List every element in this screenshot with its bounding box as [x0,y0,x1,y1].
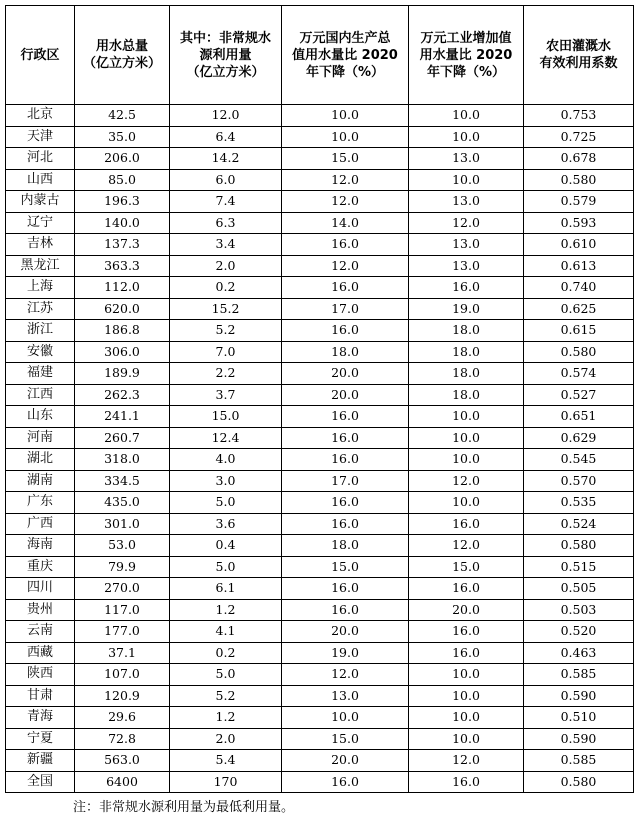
column-header-line: 年下降（%） [305,64,385,80]
cell-unconventional-water-use: 1.2 [170,707,282,729]
cell-industrial-water-intensity-decline: 13.0 [409,191,524,213]
cell-unconventional-water-use: 6.4 [170,126,282,148]
cell-gdp-water-intensity-decline: 16.0 [282,578,409,600]
table-row [6,341,634,363]
cell-total-water-use: 260.7 [75,427,170,449]
table-row [6,384,634,406]
table-row [6,363,634,385]
cell-region: 内蒙古 [6,191,75,213]
cell-total-water-use: 85.0 [75,169,170,191]
cell-industrial-water-intensity-decline: 10.0 [409,126,524,148]
cell-unconventional-water-use: 2.0 [170,255,282,277]
cell-irrigation-efficiency-coefficient: 0.740 [524,277,634,299]
cell-total-water-use: 262.3 [75,384,170,406]
table-row [6,298,634,320]
table-row [6,126,634,148]
cell-total-water-use: 563.0 [75,750,170,772]
cell-gdp-water-intensity-decline: 13.0 [282,685,409,707]
cell-irrigation-efficiency-coefficient: 0.524 [524,513,634,535]
cell-unconventional-water-use: 5.2 [170,685,282,707]
table-row [6,492,634,514]
cell-unconventional-water-use: 2.0 [170,728,282,750]
table-row [6,169,634,191]
cell-unconventional-water-use: 3.7 [170,384,282,406]
cell-irrigation-efficiency-coefficient: 0.753 [524,105,634,127]
column-header-line: （亿立方米） [186,64,265,80]
cell-region: 湖南 [6,470,75,492]
cell-region: 陕西 [6,664,75,686]
cell-total-water-use: 112.0 [75,277,170,299]
cell-irrigation-efficiency-coefficient: 0.503 [524,599,634,621]
cell-total-water-use: 117.0 [75,599,170,621]
cell-industrial-water-intensity-decline: 12.0 [409,470,524,492]
cell-industrial-water-intensity-decline: 18.0 [409,384,524,406]
table-row [6,642,634,664]
cell-unconventional-water-use: 7.4 [170,191,282,213]
cell-region: 新疆 [6,750,75,772]
cell-region: 黑龙江 [6,255,75,277]
cell-region: 海南 [6,535,75,557]
cell-industrial-water-intensity-decline: 18.0 [409,320,524,342]
table-row [6,728,634,750]
cell-industrial-water-intensity-decline: 10.0 [409,449,524,471]
cell-gdp-water-intensity-decline: 16.0 [282,492,409,514]
cell-industrial-water-intensity-decline: 19.0 [409,298,524,320]
cell-unconventional-water-use: 170 [170,771,282,793]
cell-irrigation-efficiency-coefficient: 0.613 [524,255,634,277]
column-header-gdp-water-intensity-decline [282,6,409,105]
cell-industrial-water-intensity-decline: 10.0 [409,169,524,191]
cell-region: 宁夏 [6,728,75,750]
cell-total-water-use: 270.0 [75,578,170,600]
column-header-line: 年下降（%） [426,64,506,80]
cell-total-water-use: 189.9 [75,363,170,385]
cell-total-water-use: 301.0 [75,513,170,535]
cell-irrigation-efficiency-coefficient: 0.610 [524,234,634,256]
cell-total-water-use: 334.5 [75,470,170,492]
cell-region: 重庆 [6,556,75,578]
cell-irrigation-efficiency-coefficient: 0.505 [524,578,634,600]
cell-gdp-water-intensity-decline: 16.0 [282,427,409,449]
column-header-line: 有效利用系数 [539,56,618,71]
cell-irrigation-efficiency-coefficient: 0.527 [524,384,634,406]
cell-region: 全国 [6,771,75,793]
cell-region: 贵州 [6,599,75,621]
table-row [6,750,634,772]
cell-gdp-water-intensity-decline: 20.0 [282,384,409,406]
cell-gdp-water-intensity-decline: 15.0 [282,148,409,170]
cell-gdp-water-intensity-decline: 20.0 [282,750,409,772]
cell-region: 福建 [6,363,75,385]
cell-irrigation-efficiency-coefficient: 0.678 [524,148,634,170]
cell-total-water-use: 79.9 [75,556,170,578]
cell-region: 广西 [6,513,75,535]
cell-unconventional-water-use: 6.1 [170,578,282,600]
cell-region: 吉林 [6,234,75,256]
cell-unconventional-water-use: 5.0 [170,664,282,686]
cell-irrigation-efficiency-coefficient: 0.651 [524,406,634,428]
column-header-line: 用水总量 [95,39,148,54]
table-row [6,234,634,256]
column-header-line: 万元国内生产总 [299,30,391,46]
cell-unconventional-water-use: 5.4 [170,750,282,772]
cell-total-water-use: 363.3 [75,255,170,277]
cell-unconventional-water-use: 2.2 [170,363,282,385]
cell-region: 广东 [6,492,75,514]
cell-region: 河南 [6,427,75,449]
column-header-line: 万元工业增加值 [420,30,512,46]
cell-unconventional-water-use: 12.4 [170,427,282,449]
column-header-region [6,6,75,105]
cell-total-water-use: 72.8 [75,728,170,750]
cell-region: 上海 [6,277,75,299]
cell-unconventional-water-use: 5.2 [170,320,282,342]
cell-region: 江西 [6,384,75,406]
cell-total-water-use: 177.0 [75,621,170,643]
column-header-industrial-water-intensity-decline [409,6,524,105]
column-header-line: 农田灌溉水 [545,39,611,54]
cell-total-water-use: 620.0 [75,298,170,320]
table-row [6,599,634,621]
cell-irrigation-efficiency-coefficient: 0.515 [524,556,634,578]
table-row [6,621,634,643]
cell-industrial-water-intensity-decline: 10.0 [409,427,524,449]
cell-total-water-use: 241.1 [75,406,170,428]
cell-total-water-use: 29.6 [75,707,170,729]
column-header-unconventional-water-use [170,6,282,105]
cell-unconventional-water-use: 5.0 [170,492,282,514]
cell-gdp-water-intensity-decline: 16.0 [282,277,409,299]
cell-unconventional-water-use: 4.1 [170,621,282,643]
table-row [6,513,634,535]
cell-region: 西藏 [6,642,75,664]
cell-irrigation-efficiency-coefficient: 0.629 [524,427,634,449]
cell-region: 山西 [6,169,75,191]
cell-region: 北京 [6,105,75,127]
cell-irrigation-efficiency-coefficient: 0.463 [524,642,634,664]
cell-gdp-water-intensity-decline: 15.0 [282,728,409,750]
table-header-row [6,6,634,105]
cell-gdp-water-intensity-decline: 18.0 [282,535,409,557]
cell-total-water-use: 120.9 [75,685,170,707]
table-row [6,535,634,557]
cell-irrigation-efficiency-coefficient: 0.535 [524,492,634,514]
cell-unconventional-water-use: 6.0 [170,169,282,191]
cell-irrigation-efficiency-coefficient: 0.510 [524,707,634,729]
cell-region: 江苏 [6,298,75,320]
cell-unconventional-water-use: 0.2 [170,277,282,299]
table-row [6,191,634,213]
cell-industrial-water-intensity-decline: 13.0 [409,255,524,277]
cell-total-water-use: 37.1 [75,642,170,664]
cell-industrial-water-intensity-decline: 16.0 [409,642,524,664]
cell-total-water-use: 186.8 [75,320,170,342]
cell-unconventional-water-use: 15.2 [170,298,282,320]
cell-irrigation-efficiency-coefficient: 0.580 [524,169,634,191]
cell-total-water-use: 318.0 [75,449,170,471]
cell-gdp-water-intensity-decline: 17.0 [282,470,409,492]
cell-irrigation-efficiency-coefficient: 0.574 [524,363,634,385]
cell-gdp-water-intensity-decline: 16.0 [282,234,409,256]
table-row [6,277,634,299]
table-row [6,148,634,170]
cell-industrial-water-intensity-decline: 16.0 [409,277,524,299]
cell-irrigation-efficiency-coefficient: 0.545 [524,449,634,471]
cell-total-water-use: 35.0 [75,126,170,148]
cell-industrial-water-intensity-decline: 10.0 [409,105,524,127]
cell-gdp-water-intensity-decline: 10.0 [282,126,409,148]
cell-region: 辽宁 [6,212,75,234]
cell-gdp-water-intensity-decline: 12.0 [282,664,409,686]
column-header-irrigation-efficiency-coefficient [524,6,634,105]
cell-gdp-water-intensity-decline: 12.0 [282,169,409,191]
cell-irrigation-efficiency-coefficient: 0.593 [524,212,634,234]
column-header-line: 源利用量 [199,47,252,63]
column-header-total-water-use [75,6,170,105]
column-header-line: 值用水量比 2020 [292,47,398,63]
cell-gdp-water-intensity-decline: 16.0 [282,406,409,428]
cell-total-water-use: 6400 [75,771,170,793]
table-row [6,771,634,793]
cell-irrigation-efficiency-coefficient: 0.615 [524,320,634,342]
cell-irrigation-efficiency-coefficient: 0.520 [524,621,634,643]
cell-unconventional-water-use: 7.0 [170,341,282,363]
cell-industrial-water-intensity-decline: 10.0 [409,492,524,514]
table-row [6,320,634,342]
table-row [6,578,634,600]
cell-region: 河北 [6,148,75,170]
cell-total-water-use: 42.5 [75,105,170,127]
table-row [6,255,634,277]
cell-total-water-use: 107.0 [75,664,170,686]
table-row [6,470,634,492]
cell-irrigation-efficiency-coefficient: 0.625 [524,298,634,320]
cell-industrial-water-intensity-decline: 12.0 [409,535,524,557]
cell-gdp-water-intensity-decline: 14.0 [282,212,409,234]
cell-unconventional-water-use: 15.0 [170,406,282,428]
column-header-line: 行政区 [20,47,60,63]
cell-gdp-water-intensity-decline: 20.0 [282,621,409,643]
cell-industrial-water-intensity-decline: 16.0 [409,513,524,535]
column-header-line: 其中：非常规水 [179,30,271,46]
cell-gdp-water-intensity-decline: 19.0 [282,642,409,664]
cell-industrial-water-intensity-decline: 10.0 [409,728,524,750]
cell-unconventional-water-use: 5.0 [170,556,282,578]
cell-gdp-water-intensity-decline: 10.0 [282,105,409,127]
table-row [6,406,634,428]
cell-irrigation-efficiency-coefficient: 0.579 [524,191,634,213]
table-row [6,105,634,127]
cell-gdp-water-intensity-decline: 16.0 [282,771,409,793]
cell-irrigation-efficiency-coefficient: 0.580 [524,535,634,557]
cell-irrigation-efficiency-coefficient: 0.570 [524,470,634,492]
table-row [6,427,634,449]
cell-total-water-use: 53.0 [75,535,170,557]
cell-unconventional-water-use: 0.4 [170,535,282,557]
table-row [6,449,634,471]
cell-gdp-water-intensity-decline: 12.0 [282,255,409,277]
cell-irrigation-efficiency-coefficient: 0.585 [524,664,634,686]
cell-region: 湖北 [6,449,75,471]
cell-unconventional-water-use: 12.0 [170,105,282,127]
cell-region: 甘肃 [6,685,75,707]
cell-region: 青海 [6,707,75,729]
cell-irrigation-efficiency-coefficient: 0.590 [524,685,634,707]
column-header-line: （亿立方米） [82,56,161,71]
cell-industrial-water-intensity-decline: 16.0 [409,578,524,600]
cell-region: 安徽 [6,341,75,363]
cell-irrigation-efficiency-coefficient: 0.580 [524,771,634,793]
cell-industrial-water-intensity-decline: 10.0 [409,664,524,686]
cell-industrial-water-intensity-decline: 10.0 [409,406,524,428]
cell-region: 浙江 [6,320,75,342]
table-row [6,707,634,729]
cell-industrial-water-intensity-decline: 10.0 [409,707,524,729]
cell-gdp-water-intensity-decline: 16.0 [282,513,409,535]
cell-region: 山东 [6,406,75,428]
cell-unconventional-water-use: 0.2 [170,642,282,664]
cell-industrial-water-intensity-decline: 18.0 [409,341,524,363]
table-footnote: 注：非常规水源利用量为最低利用量。 [73,800,295,815]
cell-industrial-water-intensity-decline: 12.0 [409,212,524,234]
cell-industrial-water-intensity-decline: 13.0 [409,234,524,256]
cell-irrigation-efficiency-coefficient: 0.725 [524,126,634,148]
cell-total-water-use: 140.0 [75,212,170,234]
cell-industrial-water-intensity-decline: 12.0 [409,750,524,772]
cell-region: 天津 [6,126,75,148]
cell-total-water-use: 306.0 [75,341,170,363]
cell-industrial-water-intensity-decline: 13.0 [409,148,524,170]
cell-irrigation-efficiency-coefficient: 0.585 [524,750,634,772]
cell-total-water-use: 206.0 [75,148,170,170]
cell-unconventional-water-use: 3.0 [170,470,282,492]
cell-gdp-water-intensity-decline: 16.0 [282,320,409,342]
cell-gdp-water-intensity-decline: 18.0 [282,341,409,363]
cell-unconventional-water-use: 3.4 [170,234,282,256]
cell-industrial-water-intensity-decline: 15.0 [409,556,524,578]
cell-irrigation-efficiency-coefficient: 0.580 [524,341,634,363]
cell-irrigation-efficiency-coefficient: 0.590 [524,728,634,750]
cell-gdp-water-intensity-decline: 20.0 [282,363,409,385]
cell-region: 四川 [6,578,75,600]
cell-unconventional-water-use: 1.2 [170,599,282,621]
water-use-table [5,5,634,793]
cell-gdp-water-intensity-decline: 12.0 [282,191,409,213]
column-header-line: 用水量比 2020 [419,47,513,63]
cell-gdp-water-intensity-decline: 10.0 [282,707,409,729]
cell-region: 云南 [6,621,75,643]
cell-total-water-use: 196.3 [75,191,170,213]
cell-gdp-water-intensity-decline: 16.0 [282,449,409,471]
table-row [6,212,634,234]
table-body [6,105,634,793]
cell-industrial-water-intensity-decline: 18.0 [409,363,524,385]
cell-unconventional-water-use: 3.6 [170,513,282,535]
cell-total-water-use: 137.3 [75,234,170,256]
cell-unconventional-water-use: 14.2 [170,148,282,170]
cell-gdp-water-intensity-decline: 17.0 [282,298,409,320]
cell-gdp-water-intensity-decline: 15.0 [282,556,409,578]
cell-industrial-water-intensity-decline: 20.0 [409,599,524,621]
table-row [6,556,634,578]
cell-gdp-water-intensity-decline: 16.0 [282,599,409,621]
cell-industrial-water-intensity-decline: 10.0 [409,685,524,707]
cell-total-water-use: 435.0 [75,492,170,514]
cell-industrial-water-intensity-decline: 16.0 [409,621,524,643]
table-row [6,664,634,686]
cell-industrial-water-intensity-decline: 16.0 [409,771,524,793]
table-row [6,685,634,707]
cell-unconventional-water-use: 6.3 [170,212,282,234]
cell-unconventional-water-use: 4.0 [170,449,282,471]
